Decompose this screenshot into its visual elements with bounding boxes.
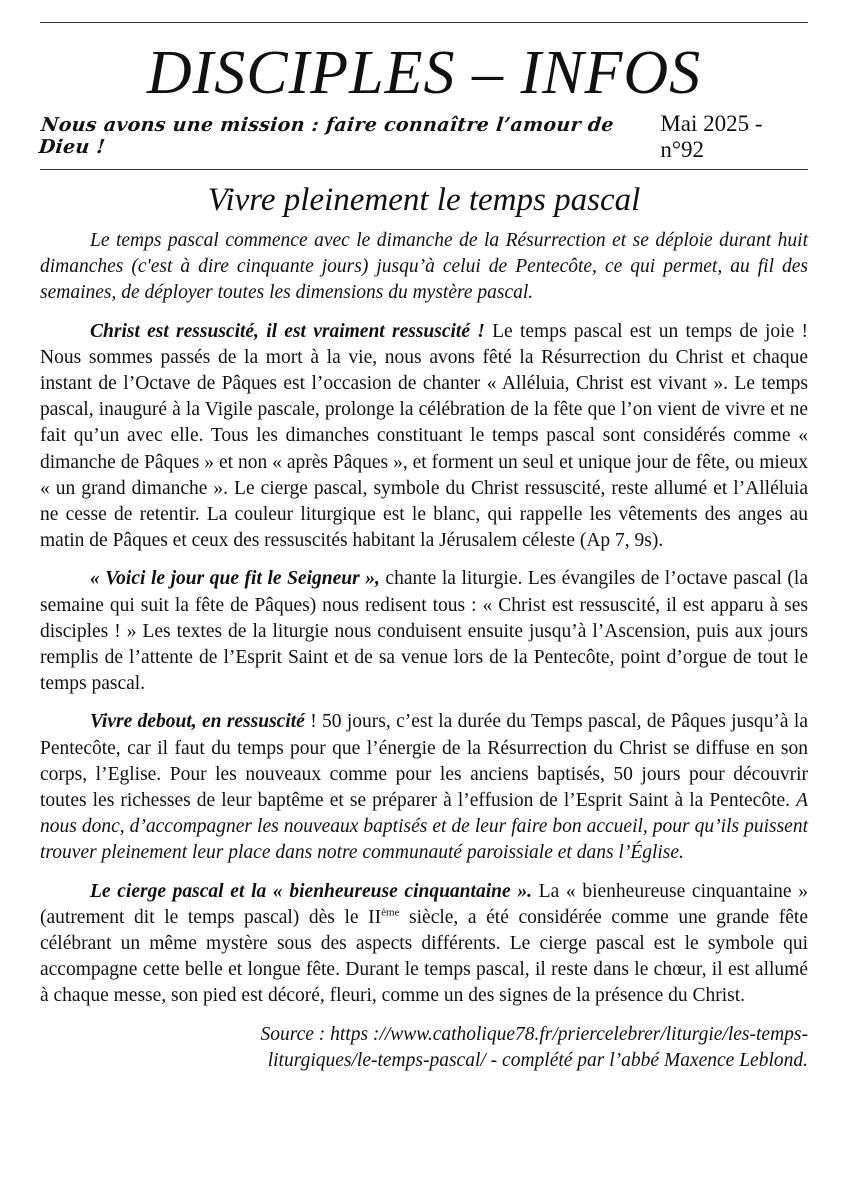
source-line-1: Source : https ://www.catholique78.fr/priercelebrer/liturgie/les-temps-: [260, 1023, 808, 1045]
paragraph-1-text: Le temps pascal est un temps de joie ! Nous sommes passés de la mort à la vie, nous avons fêté la Résurrection du Christ et chaque instant de l’Octave de Pâques est l’occasion de chanter « Alléluia, Christ est vivant ». Le temps pascal, inauguré à la Vigile pascale, prolonge la célébration de la fête que l’on vient de vivre et ne fait qu’un avec elle. Tous les dimanches constituant le temps pascal sont considérés comme « dimanche de Pâques » et non « après Pâques », et forment un seul et unique jour de fête, ou mieux « un grand dimanche ». Le cierge pascal, symbole du Christ ressuscité, reste allumé et l’Alléluia ne cesse de retentir. La couleur liturgique est le blanc, qui rappelle les vêtements des anges au matin de Pâques et ceux des ressuscités habitant la Jérusalem céleste (Ap 7, 9s).: [40, 320, 809, 552]
newsletter-page: [37, 22, 809, 1074]
paragraph-4-superscript: ème: [381, 906, 400, 919]
paragraph-3-lead: Vivre debout, en ressuscité: [90, 711, 305, 733]
intro-paragraph: Le temps pascal commence avec le dimanche de la Résurrection et se déploie durant huit dimanches (c'est à dire cinquante jours) jusqu’à celui de Pentecôte, ce qui permet, au fil des semaines, de déployer toutes les dimensions du mystère pascal.: [40, 230, 808, 304]
paragraph-1: [40, 319, 808, 555]
issue-date: Mai 2025 - n°92: [660, 111, 763, 162]
paragraph-4-text-b: siècle, a été considérée comme une grande fête célébrant un même mystère sous des aspects différents. Le cierge pascal est le symbole qui accompagne cette belle et longue fête. Durant le temps pascal, il reste dans le chœur, il est allumé à chaque messe, son pied est décoré, fleuri, comme un des signes de la présence du Christ.: [40, 906, 809, 1007]
masthead-title: DISCIPLES – INFOS: [146, 39, 702, 107]
header-rule: [40, 169, 808, 170]
paragraph-3-italic: A nous donc, d’accompagner les nouveaux baptisés et de leur faire bon accueil, pour qu’ils puissent trouver pleinement leur place dans notre communauté paroissiale et dans l’Église.: [40, 790, 808, 864]
paragraph-4: [40, 879, 808, 1010]
paragraph-4-text-a: La « bienheureuse cinquantaine » (autrement dit le temps pascal) dès le II: [40, 880, 809, 928]
source-citation: [40, 1022, 808, 1074]
tagline-row: [37, 111, 808, 169]
paragraph-4-lead: Le cierge pascal et la « bienheureuse cinquantaine ».: [90, 880, 532, 902]
paragraph-3: [40, 709, 808, 866]
paragraph-3-text: ! 50 jours, c’est la durée du Temps pascal, de Pâques jusqu’à la Pentecôte, car il faut du temps pour que l’énergie de la Résurrection du Christ se diffuse en son corps, l’Eglise. Pour les nouveaux comme pour les anciens baptisés, 50 jours pour découvrir toutes les richesses de leur baptême et se préparer à l’effusion de l’Esprit Saint à la Pentecôte.: [40, 711, 809, 812]
motto: Nous avons une mission : faire connaître l’amour de Dieu !: [37, 114, 615, 158]
paragraph-2-text: chante la liturgie. Les évangiles de l’octave pascal (la semaine qui suit la fête de Pâques) nous redisent tous : « Christ est ressuscité, il est apparu à ses disciples ! » Les textes de la liturgie nous conduisent ensuite jusqu’à l’Ascension, puis aux jours remplis de l’attente de l’Esprit Saint et de sa venue lors de la Pentecôte, point d’orgue de tout le temps pascal.: [40, 568, 808, 695]
paragraph-1-lead: Christ est ressuscité, il est vraiment ressuscité !: [90, 320, 485, 342]
paragraph-2: [40, 566, 808, 697]
source-line-2: liturgiques/le-temps-pascal/ - complété par l’abbé Maxence Leblond.: [267, 1049, 808, 1071]
paragraph-2-lead: « Voici le jour que fit le Seigneur »,: [90, 568, 380, 590]
article-title: Vivre pleinement le temps pascal: [207, 182, 641, 218]
top-rule: [40, 22, 808, 23]
